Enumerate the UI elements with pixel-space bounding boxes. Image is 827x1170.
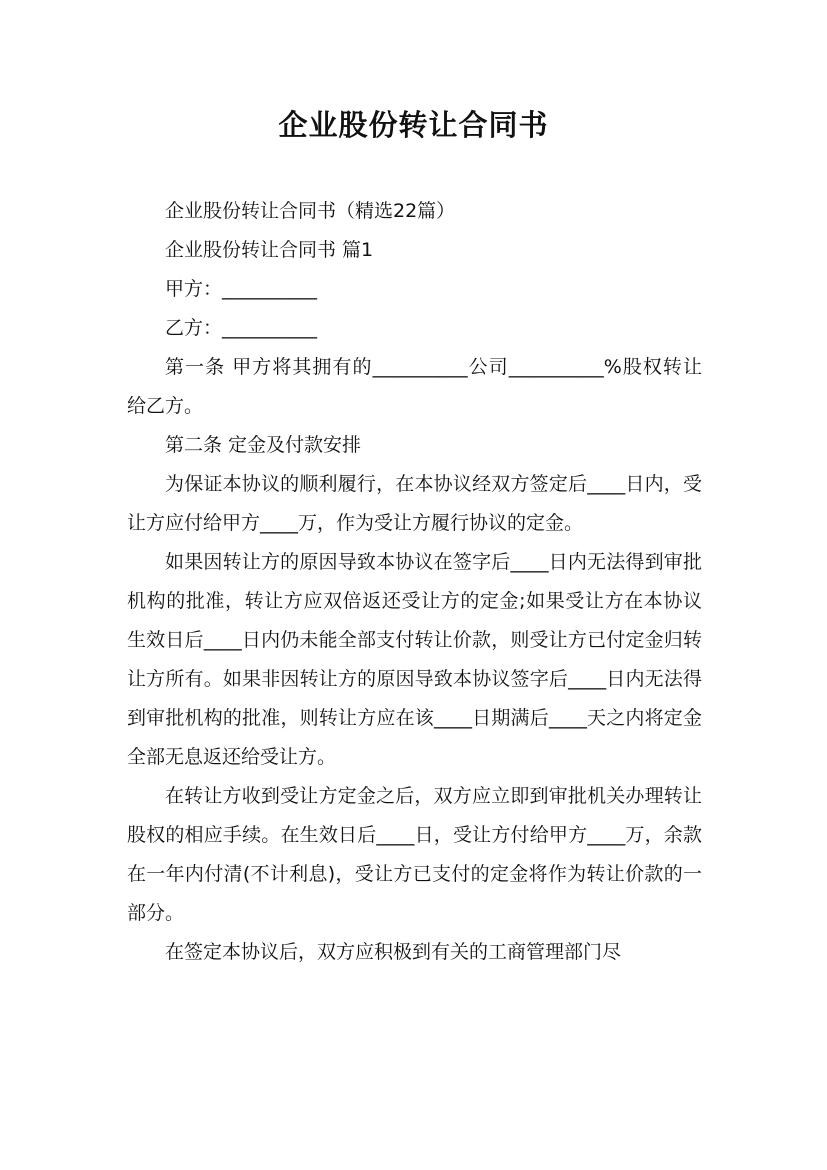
document-title: 企业股份转让合同书 (278, 108, 549, 142)
paragraph: 如果因转让方的原因导致本协议在签字后____日内无法得到审批机构的批准，转让方应双倍返还受让方的定金;如果受让方在本协议生效日后____日内仍未能全部支付转让价款，则受让方已付定金归转让方所有。如果非因转让方的原因导致本协议签字后____日内无法得到审批机构的批准，则转让方应在该____日期满后____天之内将定金全部无息返还给受让方。 (127, 551, 702, 768)
paragraph: 甲方：__________ (165, 278, 318, 300)
paragraph: 乙方：__________ (165, 317, 318, 339)
paragraph: 在转让方收到受让方定金之后，双方应立即到审批机关办理转让股权的相应手续。在生效日后____日，受让方付给甲方____万，余款在一年内付清(不计利息)，受让方已支付的定金将作为转让价款的一部分。 (127, 785, 702, 924)
paragraph: 企业股份转让合同书（精选22篇） (165, 200, 456, 222)
paragraph: 在签定本协议后，双方应积极到有关的工商管理部门尽 (165, 941, 622, 963)
paragraph: 第一条 甲方将其拥有的__________公司__________%股权转让给乙方。 (127, 356, 702, 417)
paragraph: 为保证本协议的顺利履行，在本协议经双方签定后____日内，受让方应付给甲方____万，作为受让方履行协议的定金。 (127, 473, 702, 534)
document-body (127, 192, 702, 972)
paragraph: 企业股份转让合同书 篇1 (165, 239, 374, 261)
paragraph: 第二条 定金及付款安排 (165, 434, 362, 456)
